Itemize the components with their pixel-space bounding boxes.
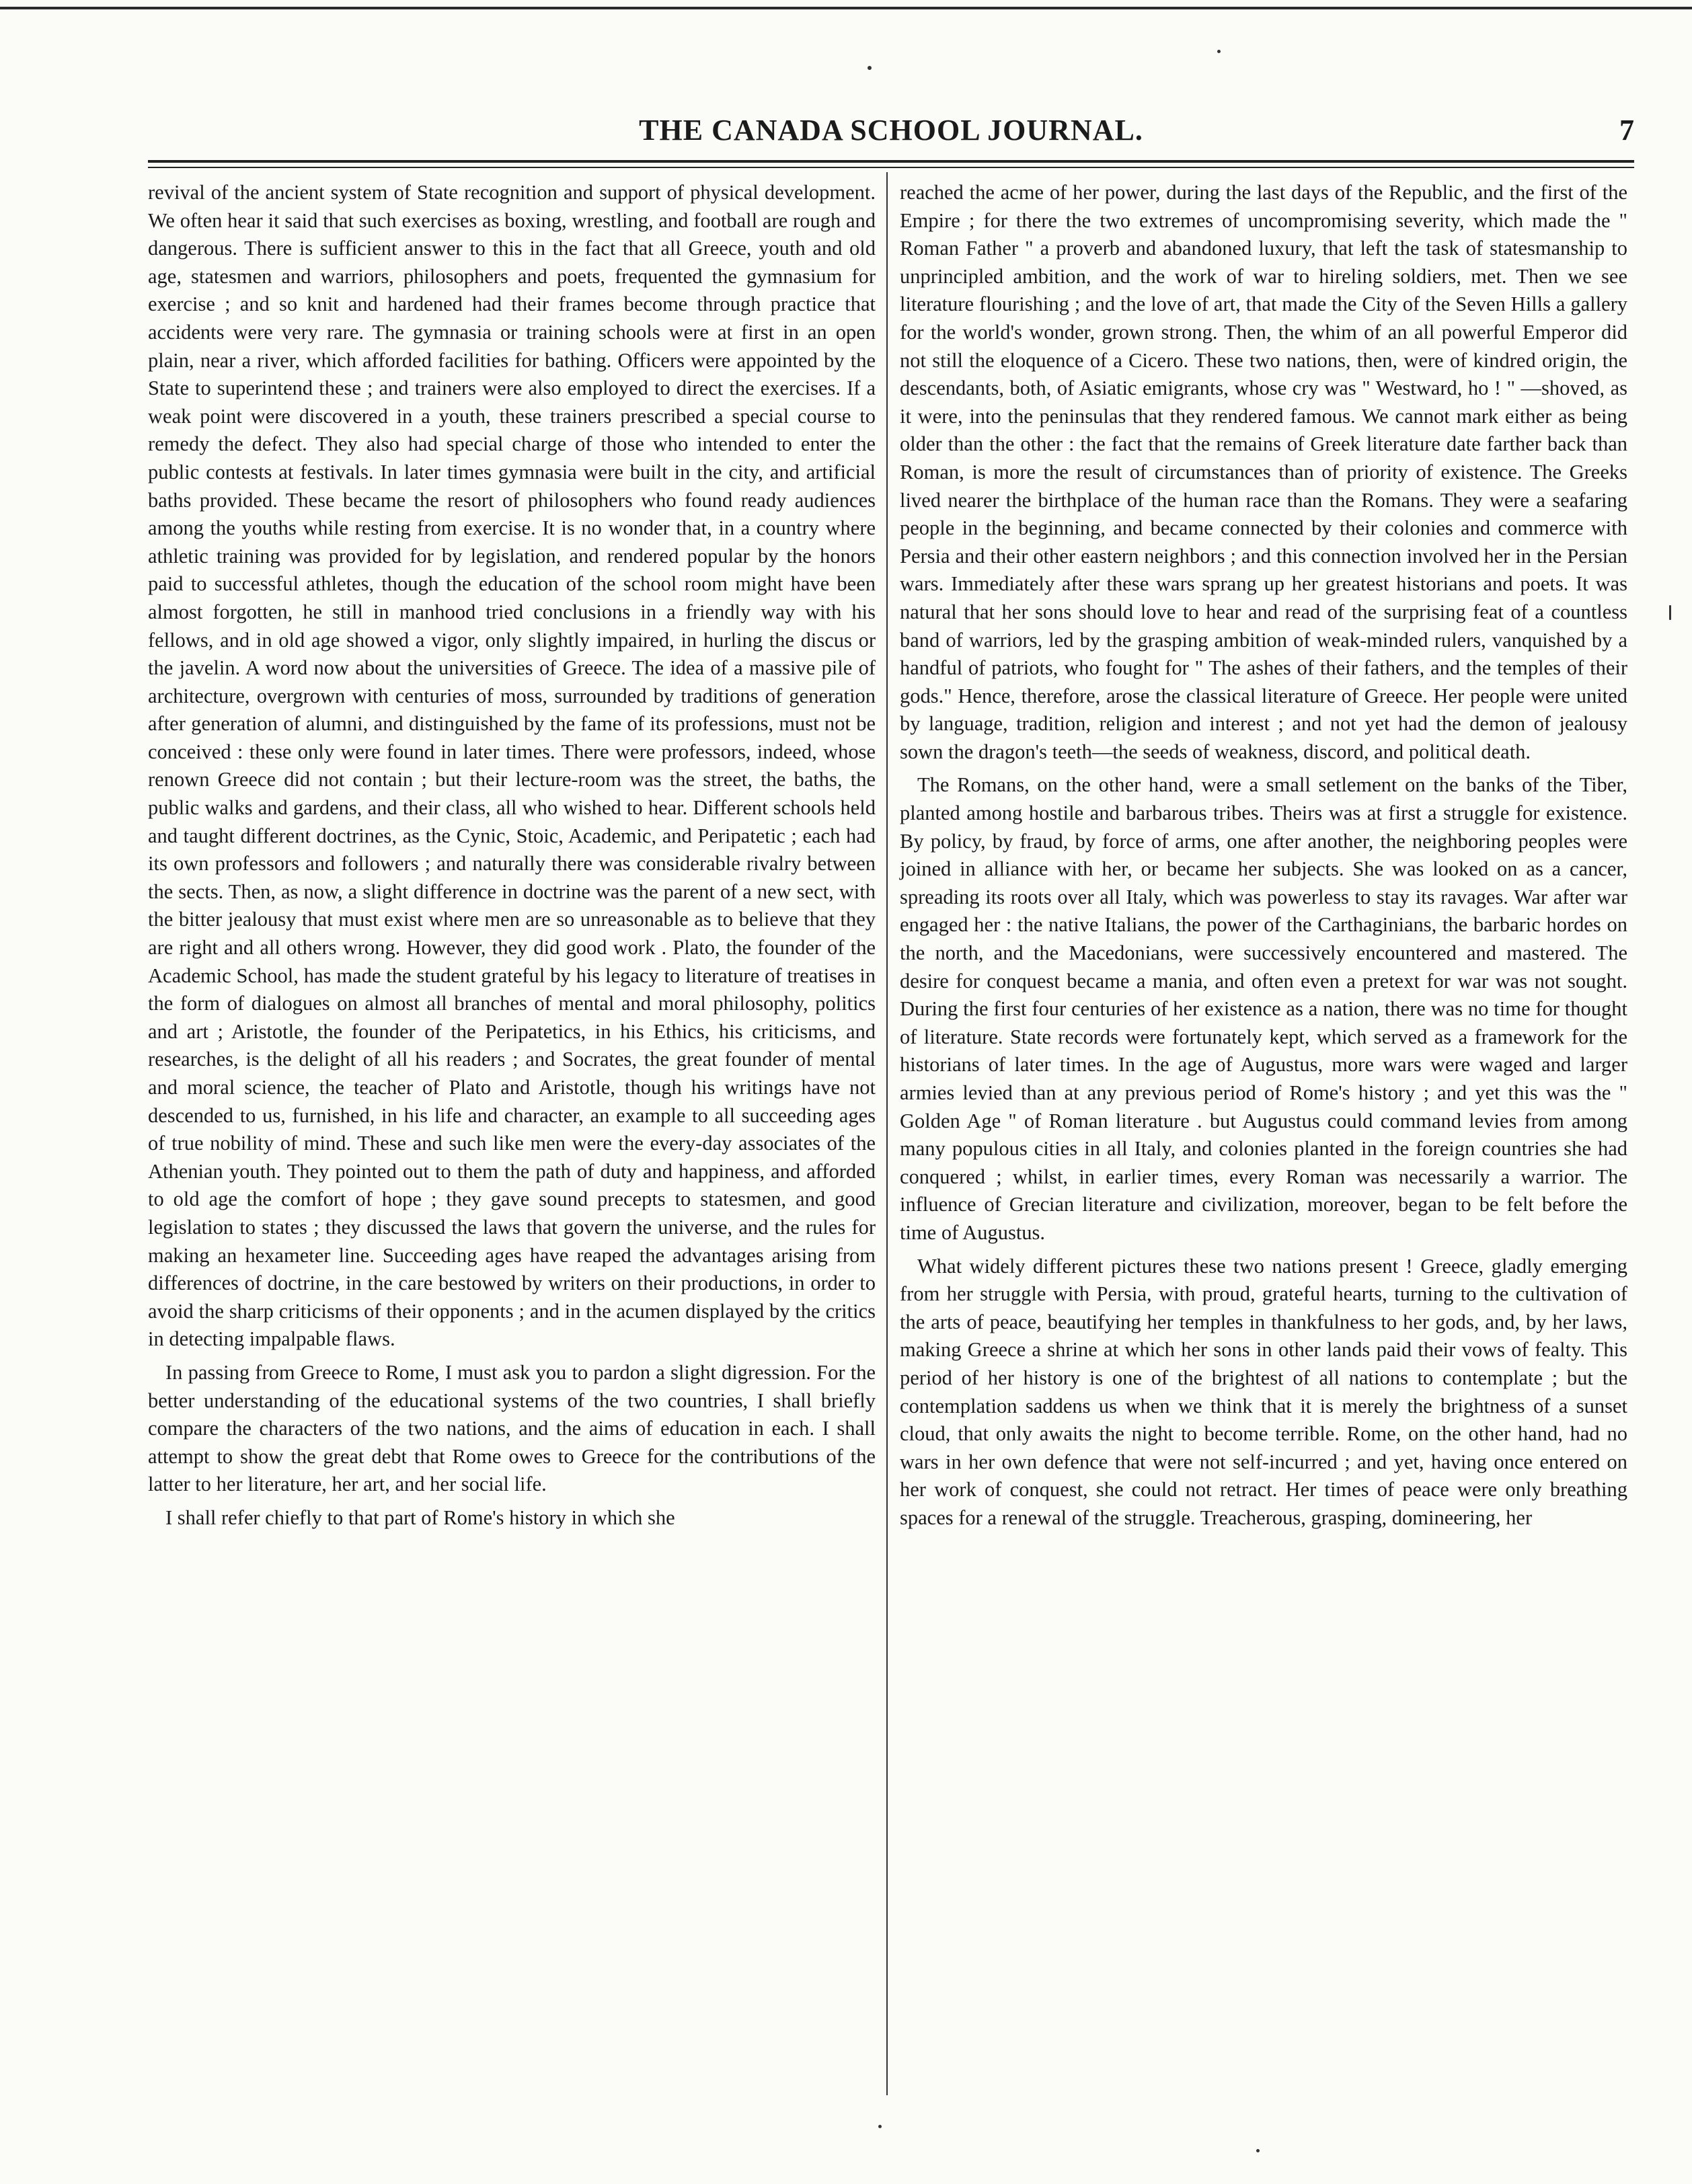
column-divider: [886, 172, 888, 2095]
paragraph: reached the acme of her power, during the last days of the Republic, and the first of the Empire ; for there the two extremes of uncompromising severity, which made the " Roman Father " a proverb and abandoned luxury, that left the task of statesmanship to unprincipled ambition, and the work of war to hireling soldiers, met. Then we see literature flourishing ; and the love of art, that made the City of the Seven Hills a gallery for the world's wonder, grown strong. Then, the whim of an all powerful Emperor did not still the eloquence of a Cicero. These two nations, then, were of kindred origin, the descendants, both, of Asiatic emigrants, whose cry was " Westward, ho ! " —shoved, as it were, into the peninsulas that they rendered famous. We cannot mark either as being older than the other : the fact that the remains of Greek literature date farther back than Roman, is more the result of circumstances than of priority of existence. The Greeks lived nearer the birthplace of the human race than the Romans. They were a seafaring people in the beginning, and became connected by their colonies and commerce with Persia and their other eastern neighbors ; and this connection involved her in the Persian wars. Immediately after these wars sprang up her greatest historians and poets. It was natural that her sons should love to hear and read of the surprising feat of a countless band of warriors, led by the grasping ambition of weak-minded rulers, vanquished by a handful of patriots, who fought for " The ashes of their fathers, and the temples of their gods." Hence, therefore, arose the classical literature of Greece. Her people were united by language, tradition, religion and interest ; and not yet had the demon of jealousy sown the dragon's teeth—the seeds of weakness, discord, and political death.: [900, 181, 1627, 763]
print-speck: [1256, 2149, 1260, 2152]
header-rule-thin: [148, 167, 1634, 168]
print-speck: [1669, 605, 1671, 620]
journal-title: THE CANADA SCHOOL JOURNAL.: [639, 114, 1143, 147]
paragraph: I shall refer chiefly to that part of Rome's history in which she: [165, 1506, 675, 1529]
page-number: 7: [1619, 114, 1634, 147]
right-column: [900, 179, 1627, 1538]
header-rule-thick: [148, 160, 1634, 163]
print-speck: [868, 66, 872, 70]
page-header: [148, 113, 1634, 153]
print-speck: [878, 2125, 882, 2128]
left-column: [148, 179, 876, 1538]
paragraph: In passing from Greece to Rome, I must ask you to pardon a slight digression. For the better understanding of the educational systems of the two countries, I shall briefly compare the characters of the two nations, and the aims of education in each. I shall attempt to show the great debt that Rome owes to Greece for the contributions of the latter to her literature, her art, and her social life.: [148, 1360, 876, 1496]
paragraph: What widely different pictures these two nations present ! Greece, gladly emerging from her struggle with Persia, with proud, grateful hearts, turning to the cultivation of the arts of peace, beautifying her temples in thankfulness to her gods, and, by her laws, making Greece a shrine at which her sons in other lands paid their vows of fealty. This period of her history is one of the brightest of all nations to contemplate ; but the contemplation saddens us when we think that it is merely the brightness of a sunset cloud, that only awaits the night to become terrible. Rome, on the other hand, had no wars in her own defence that were not self-incurred ; and yet, having once entered on her work of conquest, she could not retract. Her times of peace were only breathing spaces for a renewal of the struggle. Treacherous, grasping, domineering, her: [900, 1254, 1627, 1529]
paragraph: revival of the ancient system of State recognition and support of physical development. We often hear it said that such exercises as boxing, wrestling, and football are rough and dangerous. There is sufficient answer to this in the fact that all Greece, youth and old age, statesmen and warriors, philosophers and poets, frequented the gymnasium for exercise ; and so knit and hardened had their frames become through practice that accidents were very rare. The gymnasia or training schools were at first in an open plain, near a river, which afforded facilities for bathing. Officers were appointed by the State to superintend these ; and trainers were also employed to direct the exercises. If a weak point were discovered in a youth, these trainers prescribed a special course to remedy the defect. They also had special charge of those who intended to enter the public contests at festivals. In later times gymnasia were built in the city, and artificial baths provided. These became the resort of philosophers who found ready audiences among the youths while resting from exercise. It is no wonder that, in a country where athletic training was provided for by legislation, and rendered popular by the honors paid to successful athletes, though the education of the school room might have been almost forgotten, he still in manhood tried conclusions in a friendly way with his fellows, and in old age showed a vigor, only slightly impaired, in hurling the discus or the javelin. A word now about the universities of Greece. The idea of a massive pile of architecture, overgrown with centuries of moss, surrounded by traditions of generation after generation of alumni, and distinguished by the fame of its professions, must not be conceived : these only were found in later times. There were professors, indeed, whose renown Greece did not contain ; but their lecture-room was the street, the baths, the public walks and gardens, and their class, all who wished to hear. Different schools held and taught different doctrines, as the Cynic, Stoic, Academic, and Peripatetic ; each had its own professors and followers ; and naturally there was considerable rivalry between the sects. Then, as now, a slight difference in doctrine was the parent of a new sect, with the bitter jealousy that must exist where men are so unreasonable as to believe that they are right and all others wrong. However, they did good work . Plato, the founder of the Academic School, has made the student grateful by his legacy to literature of treatises in the form of dialogues on almost all branches of mental and moral philosophy, politics and art ; Aristotle, the founder of the Peripatetics, in his Ethics, his criticisms, and researches, is the delight of all his readers ; and Socrates, the great founder of mental and moral science, the teacher of Plato and Aristotle, though his writings have not descended to us, furnished, in his life and character, an example to all succeeding ages of true nobility of mind. These and such like men were the every-day associates of the Athenian youth. They pointed out to them the path of duty and happiness, and afforded to old age the comfort of hope ; they gave sound precepts to statesmen, and good legislation to states ; they discussed the laws that govern the universe, and the rules for making an hexameter line. Succeeding ages have reaped the advantages arising from differences of doctrine, in the care bestowed by writers on their productions, in order to avoid the sharp criticisms of their opponents ; and in the acumen displayed by the critics in detecting impalpable flaws.: [148, 181, 876, 1351]
top-page-rule: [0, 7, 1692, 9]
paragraph: The Romans, on the other hand, were a small setlement on the banks of the Tiber, planted among hostile and barbarous tribes. Theirs was at first a struggle for existence. By policy, by fraud, by force of arms, one after another, the neighboring peoples were joined in alliance with her, or became her subjects. She was looked on as a cancer, spreading its roots over all Italy, which was powerless to stay its ravages. War after war engaged her : the native Italians, the power of the Carthaginians, the barbaric hordes on the north, and the Macedonians, were successively encountered and mastered. The desire for conquest became a mania, and often even a pretext for war was not sought. During the first four centuries of her existence as a nation, there was no time for thought of literature. State records were fortunately kept, which served as a framework for the historians of later times. In the age of Augustus, more wars were waged and larger armies levied than at any previous period of Rome's history ; and yet this was the " Golden Age " of Roman literature . but Augustus could command levies from among many populous cities in all Italy, and colonies planted in the foreign countries she had conquered ; whilst, in earlier times, every Roman was necessarily a warrior. The influence of Grecian literature and civilization, moreover, began to be felt before the time of Augustus.: [900, 773, 1627, 1244]
print-speck: [1217, 50, 1221, 53]
